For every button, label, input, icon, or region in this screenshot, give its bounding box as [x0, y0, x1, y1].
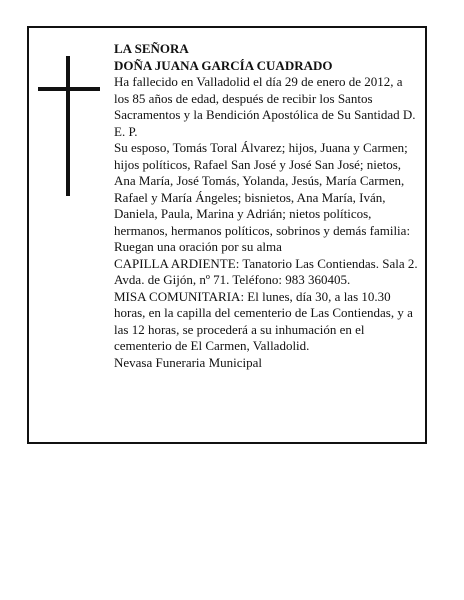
notice-text	[114, 41, 418, 371]
family-list: Su esposo, Tomás Toral Álvarez; hijos, Juana y Carmen; hijos políticos, Rafael San José y José San José; nietos, Ana María, José Tomás, Yolanda, Jesús, María Carmen, Rafael y María Ángeles; bisnietos, Ana María, Iván, Daniela, Paula, Marina y Adrián; nietos políticos, hermanos, hermanos políticos, sobrinos y demás familia:	[114, 140, 411, 238]
notice-title: LA SEÑORA	[114, 41, 189, 56]
cross-vertical-bar	[66, 56, 70, 196]
deceased-name: DOÑA JUANA GARCÍA CUADRADO	[114, 57, 333, 73]
obituary-notice	[27, 26, 427, 444]
mass-info: MISA COMUNITARIA: El lunes, día 30, a las 10.30 horas, en la capilla del cementerio de Las Contiendas, y a las 12 horas, se procederá a su inhumación en el cementerio de El Carmen, Valladolid.	[114, 288, 413, 353]
prayer-request: Ruegan una oración por su alma	[114, 239, 282, 254]
funeral-chapel-info: CAPILLA ARDIENTE: Tanatorio Las Contiendas. Sala 2. Avda. de Gijón, nº 71. Teléfono: 983 360405.	[114, 255, 418, 287]
death-announcement: Ha fallecido en Valladolid el día 29 de enero de 2012, a los 85 años de edad, después de recibir los Santos Sacramentos y la Bendición Apostólica de Su Santidad D. E. P.	[114, 74, 416, 139]
cross-horizontal-bar	[38, 87, 100, 91]
funeral-home: Nevasa Funeraria Municipal	[114, 354, 263, 370]
